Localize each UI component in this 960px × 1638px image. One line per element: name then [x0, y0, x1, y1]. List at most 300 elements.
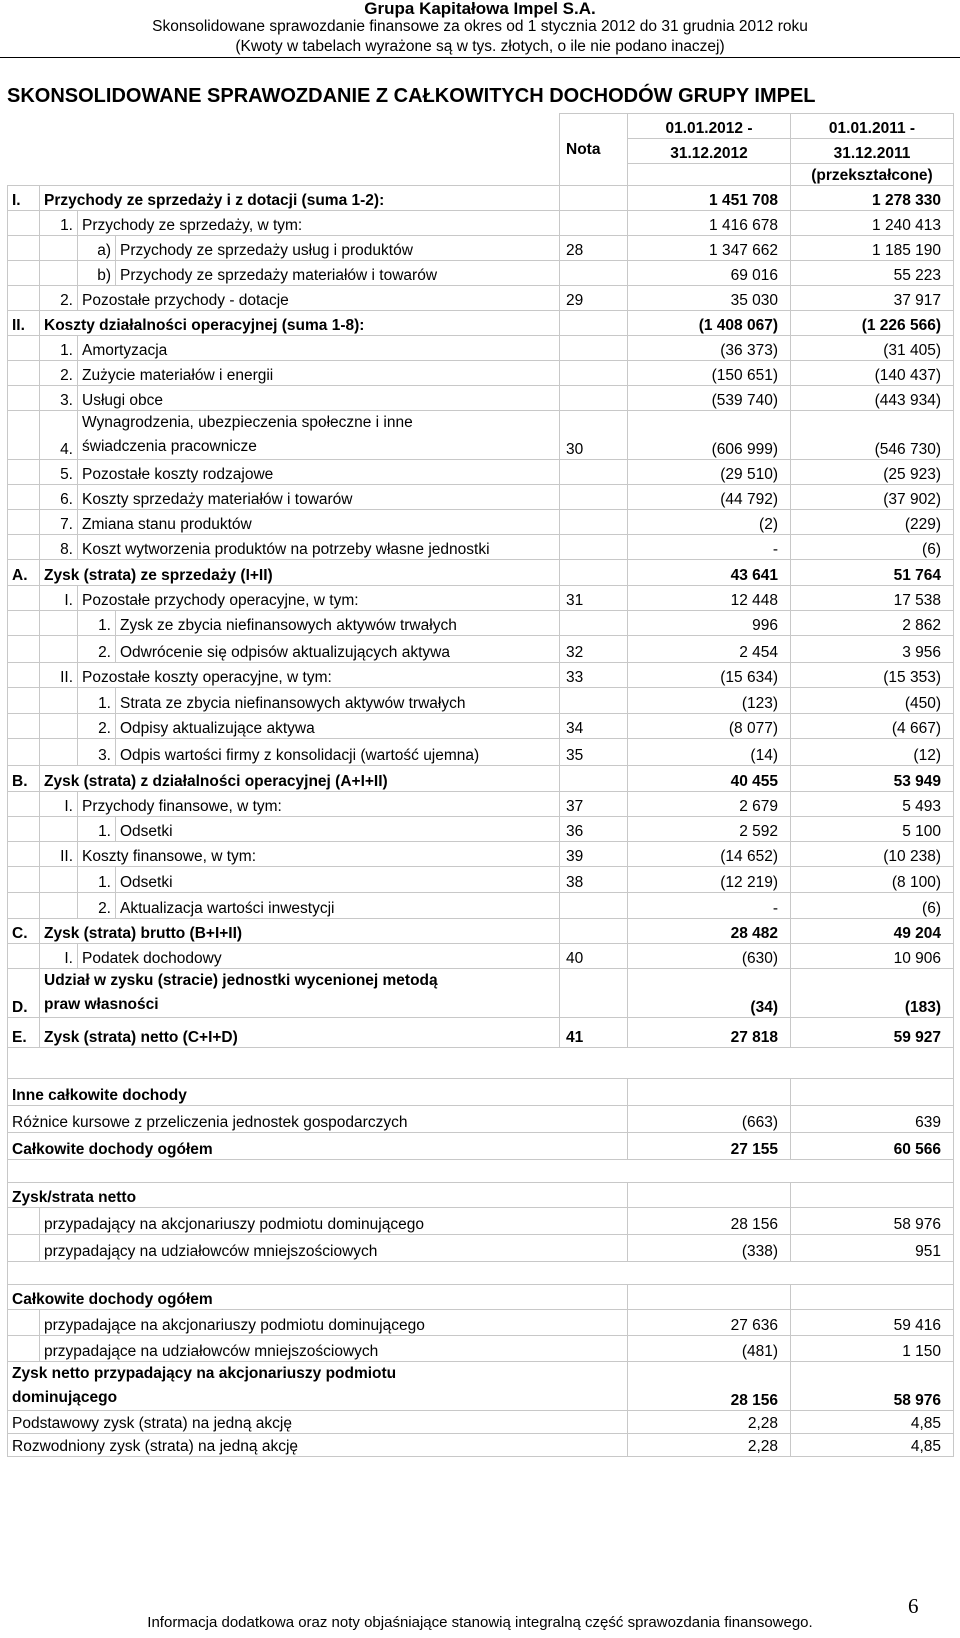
nota-ref [560, 688, 628, 714]
section-marker: II. [8, 311, 40, 336]
value-2011: (450) [791, 688, 954, 714]
statement-row [8, 586, 954, 611]
section-marker [8, 739, 40, 766]
value-2011: 4,85 [791, 1434, 954, 1457]
statement-row [8, 261, 954, 286]
nota-ref: 28 [560, 236, 628, 261]
item-number [40, 636, 78, 663]
value-2011: 55 223 [791, 261, 954, 286]
value-2012: (606 999) [628, 411, 791, 460]
nota-ref [560, 211, 628, 236]
value-2012: - [628, 893, 791, 919]
value-2011: (183) [791, 969, 954, 1018]
net-nci-label: przypadający na udziałowców mniejszościowych [40, 1235, 628, 1262]
value-2012: 2,28 [628, 1411, 791, 1434]
section-marker [8, 361, 40, 386]
section-marker [8, 211, 40, 236]
statement-row [8, 1133, 954, 1160]
row-label: Odwrócenie się odpisów aktualizujących aktywa [116, 636, 560, 663]
statement-row [8, 636, 954, 663]
column-header-row [8, 139, 954, 164]
statement-row [8, 1106, 954, 1133]
sub-item-number: 1. [78, 611, 116, 636]
value-2011: 951 [791, 1235, 954, 1262]
tci-nci-label: przypadające na udziałowców mniejszościowych [40, 1336, 628, 1362]
item-number: I. [40, 586, 78, 611]
value-2011: 1 185 190 [791, 236, 954, 261]
section-marker [8, 535, 40, 560]
row-label: Pozostałe przychody operacyjne, w tym: [78, 586, 560, 611]
value-2012: (44 792) [628, 485, 791, 510]
nota-ref [560, 336, 628, 361]
sub-item-number: 2. [78, 714, 116, 739]
value-2011: 60 566 [791, 1133, 954, 1160]
nota-ref [560, 261, 628, 286]
statement-row [8, 460, 954, 485]
section-marker: I. [8, 186, 40, 211]
item-number [40, 817, 78, 842]
nota-ref: 30 [560, 411, 628, 460]
row-label: Koszty finansowe, w tym: [78, 842, 560, 867]
tci-parent-label: przypadające na akcjonariuszy podmiotu dominującego [40, 1310, 628, 1336]
units-note: (Kwoty w tabelach wyrażone są w tys. złotych, o ile nie podano inaczej) [235, 38, 725, 55]
statement-row [8, 714, 954, 739]
statement-row [8, 663, 954, 688]
value-2012: 43 641 [628, 560, 791, 586]
section-marker [8, 236, 40, 261]
sub-item-number: 1. [78, 688, 116, 714]
header-divider [0, 57, 960, 58]
spacer-cell [8, 1048, 954, 1079]
item-number [40, 893, 78, 919]
nota-ref [560, 485, 628, 510]
statement-row [8, 1434, 954, 1457]
value-2012: (12 219) [628, 867, 791, 893]
section-marker: A. [8, 560, 40, 586]
company-name: Grupa Kapitałowa Impel S.A. [364, 0, 596, 18]
row-label: Odpisy aktualizujące aktywa [116, 714, 560, 739]
row-label: Odpis wartości firmy z konsolidacji (wartość ujemna) [116, 739, 560, 766]
row-label: Koszty działalności operacyjnej (suma 1-8): [40, 311, 560, 336]
section-marker [8, 714, 40, 739]
value-2011: 49 204 [791, 919, 954, 944]
statement-row [8, 919, 954, 944]
value-2011: (4 667) [791, 714, 954, 739]
row-label: Zmiana stanu produktów [78, 510, 560, 535]
row-label: Pozostałe koszty operacyjne, w tym: [78, 663, 560, 688]
value-2012: 2 679 [628, 792, 791, 817]
row-label: Zużycie materiałów i energii [78, 361, 560, 386]
row-label: Przychody ze sprzedaży materiałów i towarów [116, 261, 560, 286]
item-number [40, 236, 78, 261]
value-2012: (123) [628, 688, 791, 714]
row-label: Odsetki [116, 817, 560, 842]
row-label: Udział w zysku (stracie) jednostki wycenionej metodą praw własności [40, 969, 560, 1018]
period-2012-header-a: 01.01.2012 - [628, 114, 791, 139]
value-2012: - [628, 535, 791, 560]
item-number: 5. [40, 460, 78, 485]
diluted-eps-label: Rozwodniony zysk (strata) na jedną akcję [8, 1434, 628, 1457]
statement-row [8, 611, 954, 636]
statement-row [8, 867, 954, 893]
value-2012: (14 652) [628, 842, 791, 867]
statement-row [8, 411, 954, 460]
nota-ref: 34 [560, 714, 628, 739]
report-subtitle: Skonsolidowane sprawozdanie finansowe za okres od 1 stycznia 2012 do 31 grudnia 2012 roku [152, 18, 808, 35]
value-2011 [791, 1285, 954, 1310]
item-number [40, 611, 78, 636]
value-2012 [628, 1285, 791, 1310]
statement-row [8, 211, 954, 236]
value-2012: (15 634) [628, 663, 791, 688]
row-label: Zysk (strata) ze sprzedaży (I+II) [40, 560, 560, 586]
value-2012: 28 482 [628, 919, 791, 944]
item-number: 6. [40, 485, 78, 510]
sub-item-number: 3. [78, 739, 116, 766]
section-marker [8, 386, 40, 411]
nota-ref: 37 [560, 792, 628, 817]
section-marker [8, 688, 40, 714]
row-label: Odsetki [116, 867, 560, 893]
item-number [40, 867, 78, 893]
statement-row [8, 1285, 954, 1310]
row-label: Pozostałe przychody - dotacje [78, 286, 560, 311]
section-marker [8, 460, 40, 485]
statement-row [8, 336, 954, 361]
indent-cell [8, 1208, 40, 1235]
item-number: 4. [40, 411, 78, 460]
item-number: 1. [40, 336, 78, 361]
sub-item-number: 2. [78, 893, 116, 919]
item-number: II. [40, 663, 78, 688]
statement-row [8, 817, 954, 842]
nota-header: Nota [560, 114, 628, 186]
section-marker: C. [8, 919, 40, 944]
statement-rows [8, 114, 954, 1457]
basic-eps-label: Podstawowy zysk (strata) na jedną akcję [8, 1411, 628, 1434]
value-2011: 5 100 [791, 817, 954, 842]
row-label: Pozostałe koszty rodzajowe [78, 460, 560, 485]
section-marker [8, 261, 40, 286]
statement-row [8, 969, 954, 1018]
statement-title: SKONSOLIDOWANE SPRAWOZDANIE Z CAŁKOWITYCH DOCHODÓW GRUPY IMPEL [7, 85, 816, 107]
item-number: 7. [40, 510, 78, 535]
period-2012-header-b: 31.12.2012 [628, 139, 791, 164]
value-2012: (8 077) [628, 714, 791, 739]
statement-row [8, 560, 954, 586]
nota-ref [560, 893, 628, 919]
row-label: Przychody finansowe, w tym: [78, 792, 560, 817]
nota-ref [560, 611, 628, 636]
item-number [40, 688, 78, 714]
value-2012: (14) [628, 739, 791, 766]
value-2011 [791, 1079, 954, 1106]
spacer-row [8, 1262, 954, 1285]
nota-ref [560, 510, 628, 535]
statement-row [8, 842, 954, 867]
period-2011-header-a: 01.01.2011 - [791, 114, 954, 139]
value-2011: 1 278 330 [791, 186, 954, 211]
nota-ref [560, 535, 628, 560]
value-2011: (1 226 566) [791, 311, 954, 336]
item-number [40, 739, 78, 766]
value-2012: 1 416 678 [628, 211, 791, 236]
value-2011: 51 764 [791, 560, 954, 586]
nota-ref: 35 [560, 739, 628, 766]
value-2011: 58 976 [791, 1362, 954, 1411]
row-label: Przychody ze sprzedaży usług i produktów [116, 236, 560, 261]
nota-ref [560, 311, 628, 336]
sub-item-number: a) [78, 236, 116, 261]
statement-row [8, 1183, 954, 1208]
value-2012: (150 651) [628, 361, 791, 386]
value-2011: (6) [791, 893, 954, 919]
spacer-cell [8, 1160, 954, 1183]
row-label: Koszty sprzedaży materiałów i towarów [78, 485, 560, 510]
value-2011: 4,85 [791, 1411, 954, 1434]
value-2011: (25 923) [791, 460, 954, 485]
value-2011: (443 934) [791, 386, 954, 411]
item-number: 1. [40, 211, 78, 236]
oci-title: Inne całkowite dochody [8, 1079, 628, 1106]
value-2012 [628, 1079, 791, 1106]
value-2011: 1 150 [791, 1336, 954, 1362]
value-2011: (6) [791, 535, 954, 560]
statement-row [8, 1336, 954, 1362]
sub-item-number: 2. [78, 636, 116, 663]
value-2012: 2,28 [628, 1434, 791, 1457]
value-2012: (2) [628, 510, 791, 535]
statement-row [8, 1208, 954, 1235]
row-label: Przychody ze sprzedaży i z dotacji (suma 1-2): [40, 186, 560, 211]
section-marker [8, 485, 40, 510]
row-label: Amortyzacja [78, 336, 560, 361]
value-2012: 27 636 [628, 1310, 791, 1336]
page-footer: Informacja dodatkowa oraz noty objaśniające stanowią integralną część sprawozdania finansowego. [147, 1614, 813, 1631]
net-attr-title: Zysk/strata netto [8, 1183, 628, 1208]
statement-row [8, 535, 954, 560]
item-number: 2. [40, 286, 78, 311]
net-parent-label: przypadający na akcjonariuszy podmiotu dominującego [40, 1208, 628, 1235]
value-2011: (546 730) [791, 411, 954, 460]
nota-ref: 32 [560, 636, 628, 663]
statement-row [8, 766, 954, 792]
value-2012: (1 408 067) [628, 311, 791, 336]
period-2011-header-b: 31.12.2011 [791, 139, 954, 164]
statement-row [8, 792, 954, 817]
statement-row [8, 485, 954, 510]
nota-ref: 29 [560, 286, 628, 311]
value-2012: 69 016 [628, 261, 791, 286]
statement-row [8, 510, 954, 535]
value-2011: 37 917 [791, 286, 954, 311]
indent-cell [8, 1235, 40, 1262]
section-marker [8, 663, 40, 688]
section-marker: E. [8, 1018, 40, 1048]
nota-ref: 33 [560, 663, 628, 688]
nota-ref: 41 [560, 1018, 628, 1048]
value-2012: (29 510) [628, 460, 791, 485]
value-2012: 996 [628, 611, 791, 636]
section-marker [8, 636, 40, 663]
net-profit-parent-label: Zysk netto przypadający na akcjonariuszy podmiotu dominującego [8, 1362, 628, 1411]
section-marker [8, 586, 40, 611]
indent-cell [8, 1310, 40, 1336]
statement-row [8, 688, 954, 714]
value-2012: 2 454 [628, 636, 791, 663]
value-2012: 1 347 662 [628, 236, 791, 261]
sub-item-number: 1. [78, 817, 116, 842]
value-2011: 17 538 [791, 586, 954, 611]
value-2012: (36 373) [628, 336, 791, 361]
statement-row [8, 236, 954, 261]
statement-row [8, 1018, 954, 1048]
section-marker [8, 893, 40, 919]
statement-row [8, 361, 954, 386]
nota-ref [560, 186, 628, 211]
section-marker [8, 842, 40, 867]
value-2012: 12 448 [628, 586, 791, 611]
column-header-row [8, 164, 954, 186]
statement-row [8, 1235, 954, 1262]
statement-row [8, 893, 954, 919]
row-label: Strata ze zbycia niefinansowych aktywów trwałych [116, 688, 560, 714]
fx-differences-label: Różnice kursowe z przeliczenia jednostek gospodarczych [8, 1106, 628, 1133]
value-2011: 59 927 [791, 1018, 954, 1048]
value-2011: (31 405) [791, 336, 954, 361]
value-2011: 58 976 [791, 1208, 954, 1235]
item-number: 8. [40, 535, 78, 560]
period-2011-header-c: (przekształcone) [791, 164, 954, 186]
value-2012: 28 156 [628, 1362, 791, 1411]
section-marker [8, 286, 40, 311]
value-2012: 1 451 708 [628, 186, 791, 211]
value-2012: 35 030 [628, 286, 791, 311]
item-number: I. [40, 944, 78, 969]
value-2012: 27 155 [628, 1133, 791, 1160]
value-2012 [628, 1183, 791, 1208]
row-label: Aktualizacja wartości inwestycji [116, 893, 560, 919]
nota-ref: 40 [560, 944, 628, 969]
nota-ref [560, 766, 628, 792]
nota-ref: 39 [560, 842, 628, 867]
value-2011: 53 949 [791, 766, 954, 792]
value-2012: (481) [628, 1336, 791, 1362]
statement-row [8, 1079, 954, 1106]
value-2011: 5 493 [791, 792, 954, 817]
section-marker [8, 336, 40, 361]
value-2011: (8 100) [791, 867, 954, 893]
statement-row [8, 1362, 954, 1411]
value-2011: (37 902) [791, 485, 954, 510]
value-2011: 3 956 [791, 636, 954, 663]
value-2011: 639 [791, 1106, 954, 1133]
value-2011 [791, 1183, 954, 1208]
statement-row [8, 1310, 954, 1336]
row-label: Zysk (strata) netto (C+I+D) [40, 1018, 560, 1048]
value-2011: 2 862 [791, 611, 954, 636]
nota-ref: 31 [560, 586, 628, 611]
sub-item-number: b) [78, 261, 116, 286]
statement-row [8, 1411, 954, 1434]
nota-ref [560, 919, 628, 944]
value-2012: (663) [628, 1106, 791, 1133]
nota-ref [560, 560, 628, 586]
page-number: 6 [908, 1594, 919, 1618]
value-2012: (34) [628, 969, 791, 1018]
row-label: Podatek dochodowy [78, 944, 560, 969]
indent-cell [8, 1336, 40, 1362]
value-2011: 59 416 [791, 1310, 954, 1336]
total-comprehensive-income-label: Całkowite dochody ogółem [8, 1133, 628, 1160]
section-marker [8, 411, 40, 460]
value-2011: 10 906 [791, 944, 954, 969]
section-marker [8, 817, 40, 842]
value-2012: 2 592 [628, 817, 791, 842]
nota-ref: 36 [560, 817, 628, 842]
item-number: 2. [40, 361, 78, 386]
sub-item-number: 1. [78, 867, 116, 893]
section-marker [8, 944, 40, 969]
value-2011: (229) [791, 510, 954, 535]
statement-row [8, 386, 954, 411]
value-2011: 1 240 413 [791, 211, 954, 236]
item-number [40, 714, 78, 739]
nota-ref [560, 460, 628, 485]
row-label: Zysk ze zbycia niefinansowych aktywów trwałych [116, 611, 560, 636]
value-2011: (12) [791, 739, 954, 766]
statement-row [8, 739, 954, 766]
row-label: Koszt wytworzenia produktów na potrzeby własne jednostki [78, 535, 560, 560]
item-number [40, 261, 78, 286]
spacer-cell [8, 1262, 954, 1285]
spacer-row [8, 1048, 954, 1079]
item-number: 3. [40, 386, 78, 411]
row-label: Przychody ze sprzedaży, w tym: [78, 211, 560, 236]
row-label: Zysk (strata) brutto (B+I+II) [40, 919, 560, 944]
row-label: Zysk (strata) z działalności operacyjnej (A+I+II) [40, 766, 560, 792]
section-marker [8, 510, 40, 535]
nota-ref [560, 969, 628, 1018]
column-header-row [8, 114, 954, 139]
section-marker [8, 611, 40, 636]
spacer-row [8, 1160, 954, 1183]
item-number: I. [40, 792, 78, 817]
section-marker: D. [8, 969, 40, 1018]
statement-row [8, 311, 954, 336]
row-label: Wynagrodzenia, ubezpieczenia społeczne i inne świadczenia pracownicze [78, 411, 560, 460]
statement-row [8, 186, 954, 211]
value-2011: (140 437) [791, 361, 954, 386]
item-number: II. [40, 842, 78, 867]
statement-row [8, 944, 954, 969]
value-2012: 28 156 [628, 1208, 791, 1235]
income-statement-table [7, 113, 954, 1457]
nota-ref [560, 386, 628, 411]
row-label: Usługi obce [78, 386, 560, 411]
value-2012: 40 455 [628, 766, 791, 792]
section-marker [8, 792, 40, 817]
nota-ref: 38 [560, 867, 628, 893]
section-marker: B. [8, 766, 40, 792]
value-2012: 27 818 [628, 1018, 791, 1048]
nota-ref [560, 361, 628, 386]
value-2011: (15 353) [791, 663, 954, 688]
tci-attr-title: Całkowite dochody ogółem [8, 1285, 628, 1310]
value-2012: (338) [628, 1235, 791, 1262]
value-2012: (630) [628, 944, 791, 969]
statement-row [8, 286, 954, 311]
